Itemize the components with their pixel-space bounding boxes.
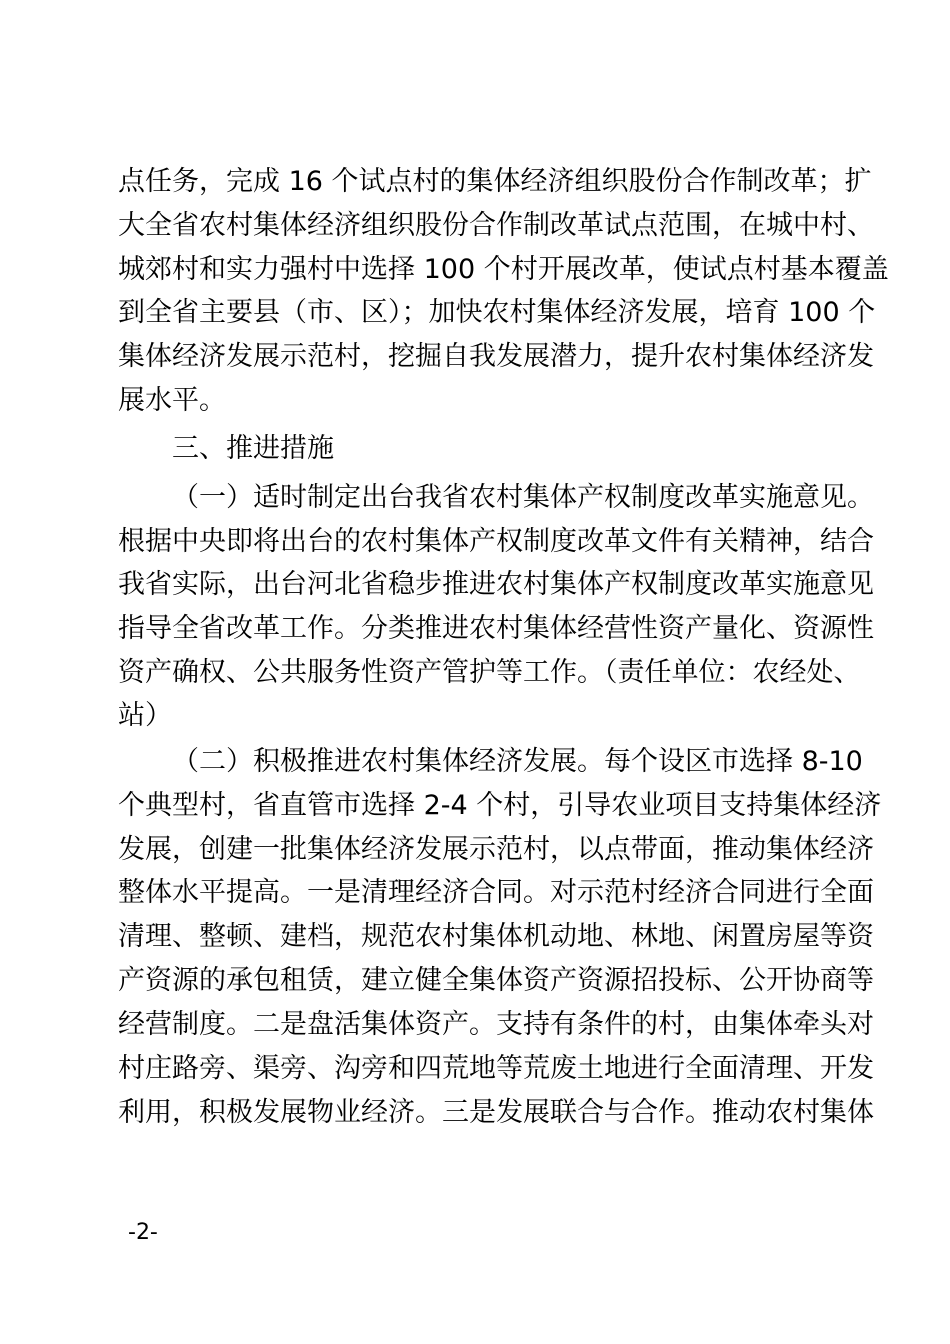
text-line: 指导全省改革工作。分类推进农村集体经营性资产量化、资源性 [118, 613, 874, 644]
text-line: 点任务，完成 16 个试点村的集体经济组织股份合作制改革；扩 [118, 166, 872, 197]
text-line: 个典型村，省直管市选择 2-4 个村，引导农业项目支持集体经济 [118, 790, 882, 821]
text-line: 经营制度。二是盘活集体资产。支持有条件的村，由集体牵头对 [118, 1009, 874, 1040]
text-line: 根据中央即将出台的农村集体产权制度改革文件有关精神，结合 [118, 526, 874, 557]
text-line: 城郊村和实力强村中选择 100 个村开展改革，使试点村基本覆盖 [118, 254, 889, 285]
page-number: -2- [128, 1220, 158, 1245]
text-line: 大全省农村集体经济组织股份合作制改革试点范围，在城中村、 [118, 210, 874, 241]
text-line: 到全省主要县（市、区）；加快农村集体经济发展，培育 100 个 [118, 297, 876, 328]
section-heading: 三、推进措施 [172, 433, 334, 464]
subsection-heading: （一）适时制定出台我省农村集体产权制度改革实施意见。 [172, 482, 874, 513]
text-line: 展水平。 [118, 385, 226, 416]
text-line: 整体水平提高。一是清理经济合同。对示范村经济合同进行全面 [118, 877, 874, 908]
text-line: 发展，创建一批集体经济发展示范村，以点带面，推动集体经济 [118, 834, 874, 865]
text-line: 利用，积极发展物业经济。三是发展联合与合作。推动农村集体 [118, 1097, 874, 1128]
text-line: 产资源的承包租赁，建立健全集体资产资源招投标、公开协商等 [118, 965, 874, 996]
text-line: 我省实际，出台河北省稳步推进农村集体产权制度改革实施意见 [118, 569, 874, 600]
text-line: 村庄路旁、渠旁、沟旁和四荒地等荒废土地进行全面清理、开发 [118, 1053, 874, 1084]
text-line: 清理、整顿、建档，规范农村集体机动地、林地、闲置房屋等资 [118, 921, 874, 952]
text-line: 集体经济发展示范村，挖掘自我发展潜力，提升农村集体经济发 [118, 341, 874, 372]
text-line: 站） [118, 700, 172, 731]
subsection-heading: （二）积极推进农村集体经济发展。每个设区市选择 8-10 [172, 746, 863, 777]
text-line: 资产确权、公共服务性资产管护等工作。（责任单位：农经处、 [118, 657, 861, 688]
